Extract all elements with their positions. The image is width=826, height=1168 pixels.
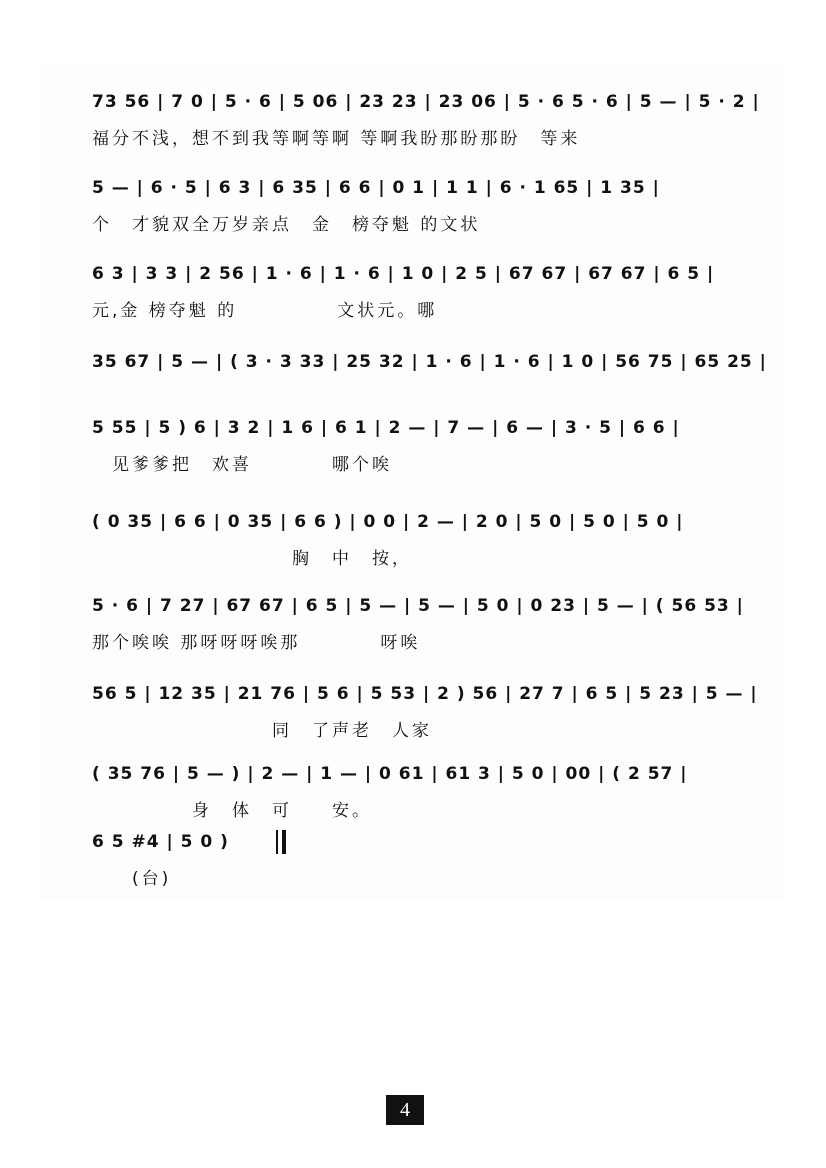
notation-line: ( 35 76 | 5 — ) | 2 — | 1 — | 0 61 | 61 3 | 5 0 | 00 | ( 2 57 | <box>92 764 688 784</box>
notation-line: 6 5 #4 | 5 0 ) <box>92 832 229 852</box>
page-number: 4 <box>386 1095 424 1125</box>
notation-line: 6 3 | 3 3 | 2 56 | 1 · 6 | 1 · 6 | 1 0 | 2 5 | 67 67 | 67 67 | 6 5 | <box>92 264 715 284</box>
notation-line: 35 67 | 5 — | ( 3 · 3 33 | 25 32 | 1 · 6 | 1 · 6 | 1 0 | 56 75 | 65 25 | <box>92 352 767 372</box>
notation-line: 5 — | 6 · 5 | 6 3 | 6 35 | 6 6 | 0 1 | 1 1 | 6 · 1 65 | 1 35 | <box>92 178 660 198</box>
final-barline-thin <box>276 830 278 854</box>
lyrics-line: 身 体 可 安。 <box>92 801 372 821</box>
lyrics-line: 同 了声老 人家 <box>92 721 432 741</box>
lyrics-line: 元,金 榜夺魁 的 文状元。哪 <box>92 301 438 321</box>
lyrics-line: (台) <box>92 869 172 889</box>
lyrics-line: 见爹爹把 欢喜 哪个唉 <box>92 455 392 475</box>
notation-line: 73 56 | 7 0 | 5 · 6 | 5 06 | 23 23 | 23 06 | 5 · 6 5 · 6 | 5 — | 5 · 2 | <box>92 92 760 112</box>
notation-line: ( 0 35 | 6 6 | 0 35 | 6 6 ) | 0 0 | 2 — | 2 0 | 5 0 | 5 0 | 5 0 | <box>92 512 684 532</box>
lyrics-line: 个 才貌双全万岁亲点 金 榜夺魁 的文状 <box>92 215 481 235</box>
lyrics-line: 福分不浅，想不到我等啊等啊 等啊我盼那盼那盼 等来 <box>92 129 581 149</box>
lyrics-line: 胸 中 按， <box>92 549 412 569</box>
notation-line: 56 5 | 12 35 | 21 76 | 5 6 | 5 53 | 2 ) 56 | 27 7 | 6 5 | 5 23 | 5 — | <box>92 684 758 704</box>
notation-line: 5 55 | 5 ) 6 | 3 2 | 1 6 | 6 1 | 2 — | 7 — | 6 — | 3 · 5 | 6 6 | <box>92 418 680 438</box>
lyrics-line: 那个唉唉 那呀呀呀唉那 呀唉 <box>92 633 421 653</box>
final-barline <box>282 830 286 854</box>
notation-line: 5 · 6 | 7 27 | 67 67 | 6 5 | 5 — | 5 — | 5 0 | 0 23 | 5 — | ( 56 53 | <box>92 596 744 616</box>
